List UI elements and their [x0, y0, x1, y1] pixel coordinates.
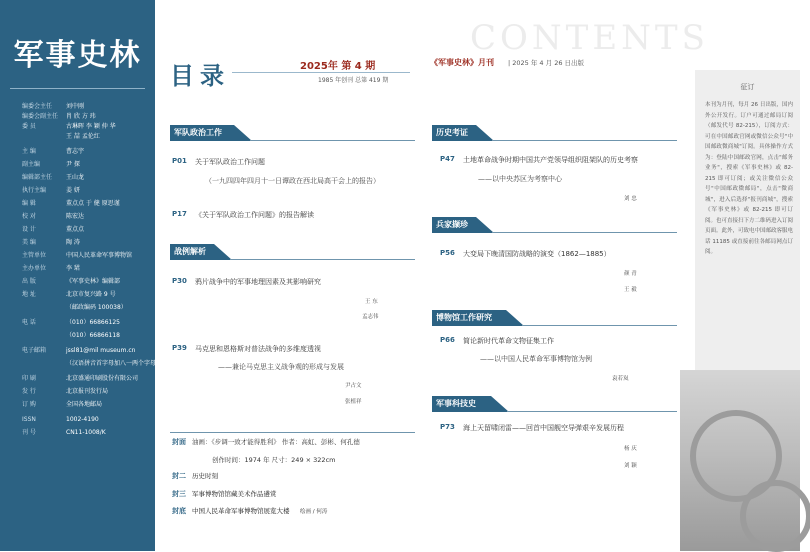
article-author: 王 东	[365, 299, 378, 305]
cover-rule	[170, 432, 415, 433]
article-author: 王 毅	[624, 287, 637, 293]
section-rule	[230, 259, 415, 260]
article-subtitle: ——以中央苏区为考察中心	[478, 175, 562, 183]
cover-text: 创作时间：1974 年 尺寸：249 × 322cm	[212, 456, 336, 464]
masthead-row: 地 址 北京市复兴路 9 号	[22, 291, 116, 298]
decorative-wheel	[740, 480, 810, 552]
article-subtitle: ——兼论马克思主义战争观的形成与发展	[218, 363, 344, 371]
cover-text: 军事博物馆馆藏美术作品遴赏	[192, 490, 277, 498]
masthead-row: 设 计 董点点	[22, 226, 85, 233]
article-author: 孟志伟	[362, 314, 379, 320]
cover-credit: 绘画 / 何涛	[300, 509, 328, 515]
article-author: 颜 青	[624, 271, 637, 277]
article-subtitle: （一九四四年四月十一日谭政在西北局高干会上的报告）	[205, 177, 380, 185]
masthead-row: 委 员 古琳晖 李 颖 仲 华	[22, 123, 116, 130]
subscription-text: 本刊为月刊，每月 26 日出版，国内外公开发行。订户可通过邮局订阅（邮发代号 82-215），订阅方式：可在中国邮政官网或微信公众号"中国邮政微商城"订阅。具体操作方式为：登陆中国邮政官网，点击"邮务业务"，搜索《军事史林》或 82-215 即可订阅；或关注微信公众号"中国邮政微邮局"，点击"微商城"，进入后选择"报刊商城"，搜索《军事史林》或 82-215 即可订阅。也可直接扫下方二维码进入订阅页面。此外，可致电中国邮政客服电话 11185 或直接前往各邮局网点订阅。	[705, 102, 794, 255]
section-rule	[522, 325, 677, 326]
masthead-row: 执行主编 姜 妍	[22, 187, 80, 194]
masthead-row: ISSN 1002-4190	[22, 416, 99, 423]
subscription-title: 征订	[740, 83, 755, 91]
header-rule	[232, 72, 410, 73]
article-page: P17	[172, 210, 187, 218]
article-title[interactable]: 马克思和恩格斯对普法战争的多维度透视	[195, 345, 321, 353]
masthead-row: 电 话 （010）66866125	[22, 319, 120, 326]
article-author: 尹占文	[345, 383, 362, 389]
article-page: P30	[172, 277, 187, 285]
journal-logo: 军事史林	[13, 38, 142, 73]
masthead-row: （汉语拼音首字母加八一两个字母）	[66, 360, 163, 367]
toc-title: 目录	[170, 62, 230, 90]
masthead-row: 主 编 曹志宇	[22, 148, 85, 155]
article-author: 杨 庆	[624, 446, 637, 452]
cover-text: 油画：《步调一致才能得胜利》 作者：高虹、彭彬、何孔德	[192, 438, 360, 446]
section-rule	[492, 232, 677, 233]
masthead-row: 副主编 尹 探	[22, 161, 80, 168]
masthead-row: 订 购 全国各地邮局	[22, 401, 103, 408]
article-title[interactable]: 简论新时代革命文物征集工作	[463, 337, 554, 345]
section-header: 战例解析	[170, 244, 214, 260]
article-title[interactable]: 海上天留啸闭雷——回首中国舰空导弹艰辛发展历程	[463, 424, 624, 432]
article-page: P66	[440, 336, 455, 344]
masthead-row: 电子邮箱 jssl81@mil museum.cn	[22, 347, 136, 354]
article-author: 刘 颖	[624, 463, 637, 469]
article-author: 袁若岚	[612, 376, 629, 382]
article-title[interactable]: 鸦片战争中的军事地理因素及其影响研究	[195, 278, 321, 286]
article-page: P56	[440, 249, 455, 257]
masthead-panel	[0, 0, 163, 551]
cover-label: 封面	[172, 438, 186, 446]
section-rule	[250, 140, 415, 141]
masthead-row: 编 辑 董点点 于 健 原思谨	[22, 200, 120, 207]
cover-text: 历史时刻	[192, 472, 218, 480]
article-page: P01	[172, 157, 187, 165]
cover-text: 中国人民革命军事博物馆展览大楼	[192, 507, 290, 515]
article-title[interactable]: 土地革命战争时期中国共产党领导组织阻架队的历史考察	[463, 156, 638, 164]
article-page: P47	[440, 155, 455, 163]
masthead-row: 主管单位 中国人民革命军事博物馆	[22, 252, 133, 259]
masthead-row: 编委会副主任 肖 欣 方 玮	[22, 113, 96, 120]
contents-watermark: CONTENTS	[470, 18, 709, 58]
masthead-row: 校 对 陈宏达	[22, 213, 85, 220]
article-subtitle: ——以中国人民革命军事博物馆为例	[480, 355, 592, 363]
masthead-row: 主办单位 李 珺	[22, 265, 80, 272]
masthead-row: 编辑部主任 王山龙	[22, 174, 85, 181]
masthead-row: 印 刷 北京盛通印刷股份有限公司	[22, 375, 139, 382]
decorative-image	[680, 370, 800, 551]
article-author: 张植祥	[345, 399, 362, 405]
publication-date: | 2025 年 4 月 26 日出版	[508, 59, 585, 67]
masthead-row: 刊 号 CN11-1008/K	[22, 429, 106, 436]
issue-number: 2025年 第 4 期	[300, 61, 376, 72]
masthead-row: 王 喆 孟伦红	[66, 133, 100, 140]
article-title[interactable]: 关于军队政治工作问题	[195, 158, 265, 166]
section-header: 兵家撷珍	[432, 217, 476, 233]
founded-line: 1985 年创刊 总第 419 期	[318, 77, 389, 84]
article-title[interactable]: 《关于军队政治工作问题》的报告解读	[195, 211, 314, 219]
masthead-divider	[10, 88, 145, 89]
cover-label: 封底	[172, 507, 186, 515]
masthead-row: （010）66866118	[66, 332, 120, 339]
section-header: 历史考证	[432, 125, 476, 141]
section-header: 博物馆工作研究	[432, 310, 506, 326]
masthead-row: 发 行 北京报刊发行局	[22, 388, 109, 395]
section-header: 军事科技史	[432, 396, 491, 412]
article-title[interactable]: 大变局下晚清国防战略的演变（1862—1885）	[463, 250, 611, 258]
masthead-row: 编委会主任 刘中刚	[22, 103, 85, 110]
masthead-row: 出 版 《军事史林》编辑部	[22, 278, 121, 285]
section-header: 军队政治工作	[170, 125, 234, 141]
section-rule	[492, 140, 677, 141]
article-page: P39	[172, 344, 187, 352]
cover-label: 封二	[172, 472, 186, 480]
masthead-row: （邮政编码 100038）	[66, 304, 127, 311]
cover-label: 封三	[172, 490, 186, 498]
journal-name: 《军事史林》月刊	[430, 58, 494, 67]
subscription-panel	[695, 70, 800, 370]
article-page: P73	[440, 423, 455, 431]
masthead-row: 美 编 陶 涛	[22, 239, 80, 246]
article-author: 刘 忠	[624, 196, 637, 202]
section-rule	[507, 411, 677, 412]
